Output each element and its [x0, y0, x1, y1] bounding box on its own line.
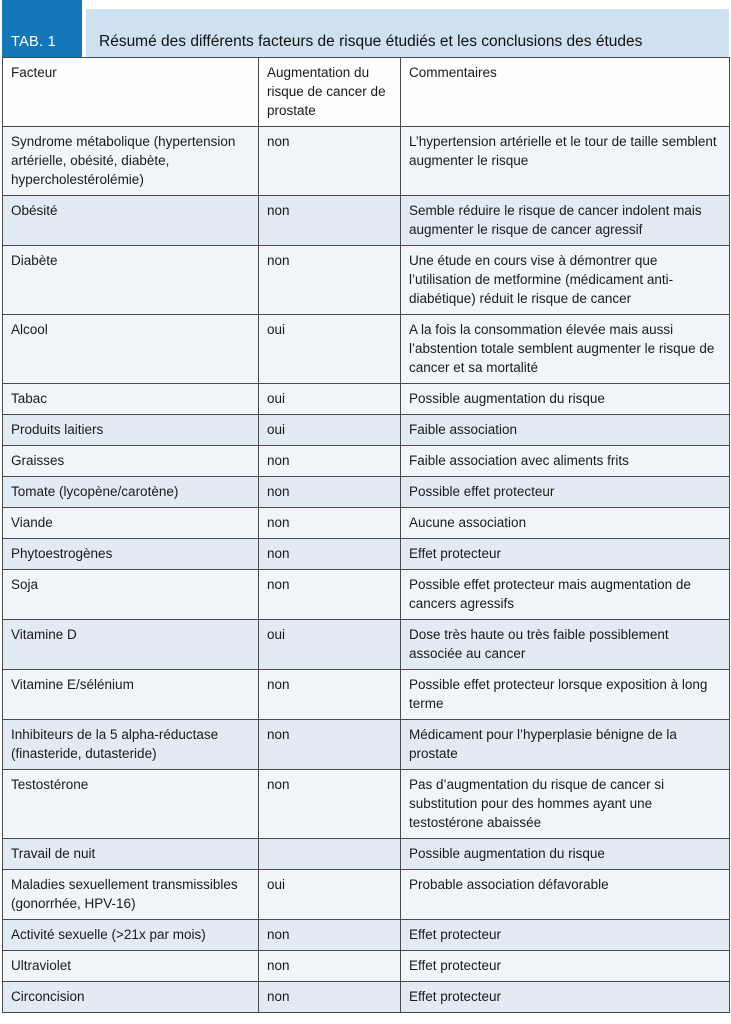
- table-row: [3, 246, 730, 315]
- table-row: [3, 477, 730, 508]
- comment-cell: Possible augmentation du risque: [401, 839, 730, 870]
- table-row: [3, 982, 730, 1013]
- table-row: [3, 384, 730, 415]
- table-tag-label: TAB. 1: [11, 34, 57, 50]
- comment-cell: L’hypertension artérielle et le tour de taille semblent augmenter le risque: [401, 127, 730, 196]
- table-row: [3, 539, 730, 570]
- table-row: [3, 870, 730, 920]
- table-tag: [2, 0, 82, 57]
- table-row: [3, 770, 730, 839]
- factor-cell: Viande: [3, 508, 259, 539]
- factor-cell: Activité sexuelle (>21x par mois): [3, 920, 259, 951]
- factor-cell: Circoncision: [3, 982, 259, 1013]
- comment-cell: Aucune association: [401, 508, 730, 539]
- risk-cell: non: [259, 246, 401, 315]
- factor-cell: Produits laitiers: [3, 415, 259, 446]
- comment-cell: Possible effet protecteur: [401, 477, 730, 508]
- risk-cell: non: [259, 720, 401, 770]
- table-body: [3, 127, 730, 1013]
- table-row: [3, 127, 730, 196]
- table-row: [3, 415, 730, 446]
- factor-cell: Obésité: [3, 196, 259, 246]
- risk-cell: non: [259, 508, 401, 539]
- factor-cell: Inhibiteurs de la 5 alpha-réductase (finasteride, dutasteride): [3, 720, 259, 770]
- comment-cell: Faible association avec aliments frits: [401, 446, 730, 477]
- comment-cell: Faible association: [401, 415, 730, 446]
- factor-cell: Soja: [3, 570, 259, 620]
- risk-cell: non: [259, 446, 401, 477]
- table-row: [3, 951, 730, 982]
- factor-cell: Phytoestrogènes: [3, 539, 259, 570]
- factor-cell: Syndrome métabolique (hypertension artérielle, obésité, diabète, hypercholestérolémie): [3, 127, 259, 196]
- risk-cell: oui: [259, 870, 401, 920]
- risk-cell: non: [259, 196, 401, 246]
- risk-cell: non: [259, 951, 401, 982]
- table-row: [3, 620, 730, 670]
- comment-cell: Médicament pour l’hyperplasie bénigne de la prostate: [401, 720, 730, 770]
- risk-cell: oui: [259, 415, 401, 446]
- factor-cell: Tabac: [3, 384, 259, 415]
- comment-cell: Pas d’augmentation du risque de cancer si substitution pour des hommes ayant une testostérone abaissée: [401, 770, 730, 839]
- risk-cell: non: [259, 570, 401, 620]
- factor-cell: Vitamine D: [3, 620, 259, 670]
- factor-cell: Ultraviolet: [3, 951, 259, 982]
- risk-factors-table: [2, 57, 730, 1013]
- comment-cell: Une étude en cours vise à démontrer que l’utilisation de metformine (médicament anti-diabétique) réduit le risque de cancer: [401, 246, 730, 315]
- comment-cell: Semble réduire le risque de cancer indolent mais augmenter le risque de cancer agressif: [401, 196, 730, 246]
- factor-cell: Testostérone: [3, 770, 259, 839]
- factor-cell: Diabète: [3, 246, 259, 315]
- comment-cell: Effet protecteur: [401, 951, 730, 982]
- column-header-augmentation: Augmentation du risque de cancer de prostate: [259, 58, 401, 127]
- table-title-text: Résumé des différents facteurs de risque étudiés et les conclusions des études: [99, 33, 643, 50]
- table-row: [3, 315, 730, 384]
- risk-cell: oui: [259, 620, 401, 670]
- table-title-bar: [86, 9, 729, 57]
- comment-cell: Possible effet protecteur mais augmentation de cancers agressifs: [401, 570, 730, 620]
- factor-cell: Graisses: [3, 446, 259, 477]
- factor-cell: Maladies sexuellement transmissibles (gonorrhée, HPV-16): [3, 870, 259, 920]
- risk-cell: non: [259, 770, 401, 839]
- comment-cell: A la fois la consommation élevée mais aussi l’abstention totale semblent augmenter le risque de cancer et sa mortalité: [401, 315, 730, 384]
- comment-cell: Effet protecteur: [401, 539, 730, 570]
- table-row: [3, 720, 730, 770]
- risk-cell: oui: [259, 315, 401, 384]
- factor-cell: Alcool: [3, 315, 259, 384]
- table-row: [3, 839, 730, 870]
- risk-cell: non: [259, 539, 401, 570]
- column-header-facteur: Facteur: [3, 58, 259, 127]
- comment-cell: Possible augmentation du risque: [401, 384, 730, 415]
- risk-cell: non: [259, 127, 401, 196]
- comment-cell: Effet protecteur: [401, 982, 730, 1013]
- table-row: [3, 196, 730, 246]
- factor-cell: Travail de nuit: [3, 839, 259, 870]
- comment-cell: Dose très haute ou très faible possiblement associée au cancer: [401, 620, 730, 670]
- factor-cell: Tomate (lycopène/carotène): [3, 477, 259, 508]
- risk-cell: non: [259, 670, 401, 720]
- table-row: [3, 570, 730, 620]
- comment-cell: Effet protecteur: [401, 920, 730, 951]
- table-row: [3, 670, 730, 720]
- comment-cell: Probable association défavorable: [401, 870, 730, 920]
- risk-cell: non: [259, 982, 401, 1013]
- risk-cell: [259, 839, 401, 870]
- comment-cell: Possible effet protecteur lorsque exposition à long terme: [401, 670, 730, 720]
- table-row: [3, 508, 730, 539]
- table-row: [3, 446, 730, 477]
- table-row: [3, 920, 730, 951]
- table-head: [3, 58, 730, 127]
- table-header-band: [2, 0, 729, 57]
- risk-cell: non: [259, 477, 401, 508]
- risk-cell: oui: [259, 384, 401, 415]
- column-header-commentaires: Commentaires: [401, 58, 730, 127]
- column-header-row: [3, 58, 730, 127]
- factor-cell: Vitamine E/sélénium: [3, 670, 259, 720]
- risk-cell: non: [259, 920, 401, 951]
